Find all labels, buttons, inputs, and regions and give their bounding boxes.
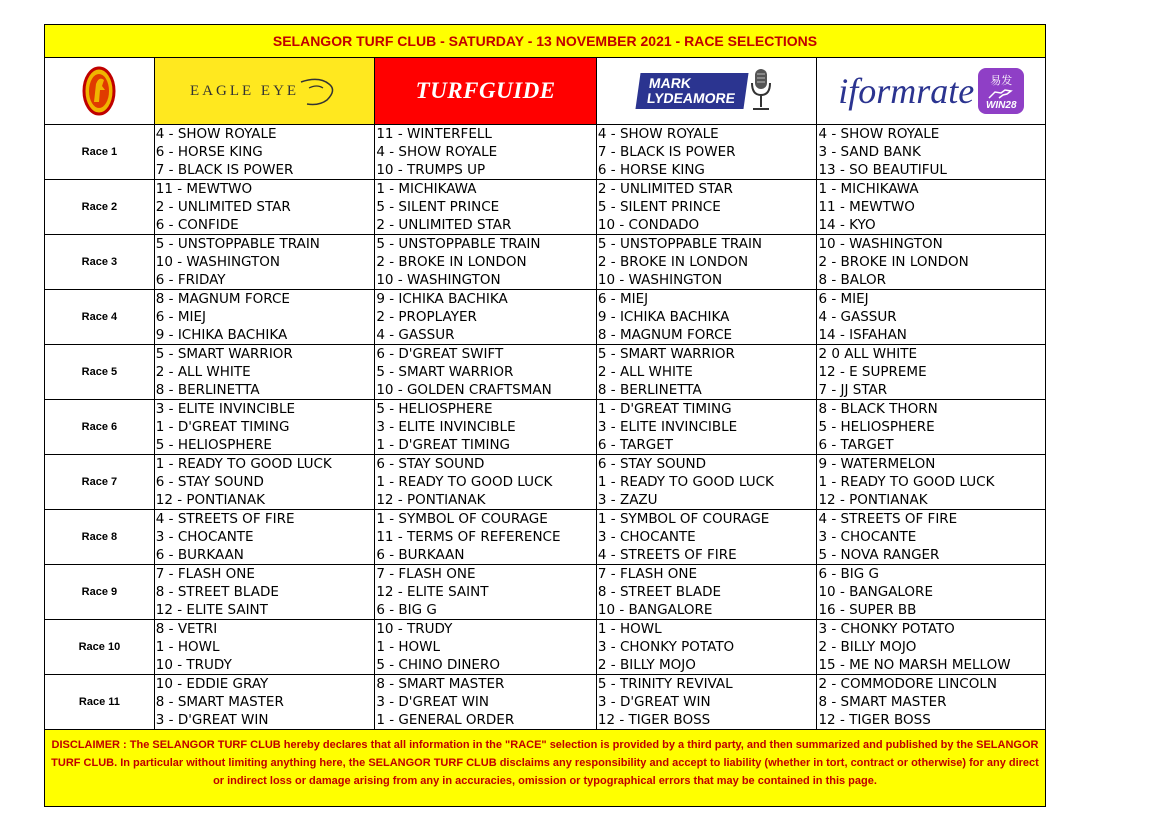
selection-cell: [375, 125, 597, 179]
selection-cell: [375, 290, 597, 344]
selection-cell: [155, 125, 376, 179]
selection-entry: 6 - MIEJ: [155, 309, 206, 325]
race-row: [45, 620, 1045, 675]
selection-entry: 6 - HORSE KING: [597, 162, 705, 178]
win28-text: WIN28: [985, 99, 1017, 111]
selection-entry: 10 - WASHINGTON: [597, 272, 723, 288]
selection-entry: 5 - SMART WARRIOR: [376, 364, 514, 380]
selection-cell: [155, 620, 376, 674]
selection-entry: 6 - HORSE KING: [155, 144, 263, 160]
selection-entry: 8 - SMART MASTER: [818, 694, 947, 710]
selection-cell: [597, 125, 818, 179]
selection-entry: 9 - WATERMELON: [818, 456, 936, 472]
selection-cell: [597, 510, 818, 564]
selection-entry: 7 - JJ STAR: [818, 382, 888, 398]
selection-entry: 1 - HOWL: [597, 621, 662, 637]
selection-entry: 10 - WASHINGTON: [818, 236, 943, 252]
selection-entry: 8 - SMART MASTER: [376, 676, 505, 692]
selection-entry: 8 - BLACK THORN: [818, 401, 938, 417]
selection-entry: 8 - MAGNUM FORCE: [155, 291, 290, 307]
selection-cell: [155, 675, 376, 729]
selection-entry: 11 - MEWTWO: [818, 199, 915, 215]
selection-entry: 2 - COMMODORE LINCOLN: [818, 676, 997, 692]
selangor-turf-club-logo-icon: [82, 66, 116, 116]
selection-entry: 1 - D'GREAT TIMING: [597, 401, 732, 417]
selection-entry: 3 - CHOCANTE: [155, 529, 254, 545]
selection-entry: 3 - ELITE INVINCIBLE: [155, 401, 296, 417]
selection-entry: 5 - UNSTOPPABLE TRAIN: [597, 236, 763, 252]
selection-cell: [375, 675, 597, 729]
selection-entry: 3 - ELITE INVINCIBLE: [597, 419, 738, 435]
selection-entry: 10 - EDDIE GRAY: [155, 676, 269, 692]
selection-cell: [155, 455, 376, 509]
race-row: [45, 290, 1045, 345]
selection-entry: 9 - ICHIKA BACHIKA: [155, 327, 288, 343]
selection-entry: 12 - TIGER BOSS: [597, 712, 711, 728]
selection-cell: [817, 235, 1045, 289]
selection-entry: 4 - STREETS OF FIRE: [818, 511, 958, 527]
win28-logo: [978, 68, 1024, 114]
selection-entry: 1 - SYMBOL OF COURAGE: [376, 511, 548, 527]
selection-cell: [155, 565, 376, 619]
selection-entry: 5 - UNSTOPPABLE TRAIN: [155, 236, 320, 252]
selection-entry: 8 - BALOR: [818, 272, 887, 288]
selection-entry: 6 - TARGET: [818, 437, 894, 453]
selection-entry: 1 - READY TO GOOD LUCK: [597, 474, 774, 490]
selection-entry: 5 - UNSTOPPABLE TRAIN: [376, 236, 541, 252]
selection-entry: 6 - STAY SOUND: [597, 456, 707, 472]
tipster-logo-row: [45, 58, 1045, 125]
selection-entry: 13 - SO BEAUTIFUL: [818, 162, 947, 178]
selection-entry: 8 - SMART MASTER: [155, 694, 284, 710]
selection-entry: 11 - WINTERFELL: [376, 126, 492, 142]
selection-entry: 1 - D'GREAT TIMING: [155, 419, 290, 435]
selection-entry: 3 - D'GREAT WIN: [155, 712, 269, 728]
selection-entry: 6 - BIG G: [818, 566, 879, 582]
selection-entry: 11 - TERMS OF REFERENCE: [376, 529, 561, 545]
selection-entry: 3 - ELITE INVINCIBLE: [376, 419, 516, 435]
race-label: Race 2: [45, 180, 155, 234]
selection-entry: 4 - SHOW ROYALE: [155, 126, 277, 142]
selection-entry: 12 - E SUPREME: [818, 364, 927, 380]
selection-entry: 5 - SMART WARRIOR: [155, 346, 293, 362]
race-label: Race 11: [45, 675, 155, 729]
selection-cell: [817, 180, 1045, 234]
selection-entry: 12 - ELITE SAINT: [155, 602, 268, 618]
win28-chinese-text: 易发: [990, 73, 1013, 87]
selection-cell: [375, 180, 597, 234]
selection-entry: 2 - UNLIMITED STAR: [376, 217, 512, 233]
selection-entry: 10 - WASHINGTON: [155, 254, 281, 270]
selection-cell: [817, 455, 1045, 509]
selection-entry: 4 - SHOW ROYALE: [376, 144, 498, 160]
microphone-icon: [746, 67, 776, 115]
selection-entry: 1 - READY TO GOOD LUCK: [376, 474, 553, 490]
selection-cell: [817, 400, 1045, 454]
selection-cell: [375, 400, 597, 454]
selection-cell: [817, 620, 1045, 674]
selection-cell: [817, 125, 1045, 179]
selection-entry: 10 - TRUDY: [376, 621, 453, 637]
selection-entry: 2 - UNLIMITED STAR: [597, 181, 733, 197]
race-label: Race 5: [45, 345, 155, 399]
selection-cell: [597, 180, 818, 234]
race-row: [45, 565, 1045, 620]
selection-entry: 6 - TARGET: [597, 437, 673, 453]
selection-entry: 2 - ALL WHITE: [155, 364, 251, 380]
selection-entry: 7 - FLASH ONE: [155, 566, 255, 582]
race-row: [45, 455, 1045, 510]
selection-cell: [375, 455, 597, 509]
selection-entry: 2 - BROKE IN LONDON: [818, 254, 969, 270]
eagle-eye-logo-cell: [155, 58, 376, 124]
selection-cell: [597, 455, 818, 509]
selection-entry: 8 - BERLINETTA: [597, 382, 702, 398]
selection-entry: 6 - STAY SOUND: [155, 474, 264, 490]
selection-entry: 5 - CHINO DINERO: [376, 657, 500, 673]
selection-entry: 4 - STREETS OF FIRE: [155, 511, 295, 527]
selection-entry: 8 - STREET BLADE: [155, 584, 279, 600]
selection-entry: 11 - MEWTWO: [155, 181, 253, 197]
club-logo-cell: [45, 58, 155, 124]
selection-entry: 1 - HOWL: [155, 639, 220, 655]
selection-entry: 2 - BILLY MOJO: [818, 639, 917, 655]
selection-cell: [375, 235, 597, 289]
sheet-title: SELANGOR TURF CLUB - SATURDAY - 13 NOVEMBER 2021 - RACE SELECTIONS: [45, 25, 1045, 58]
selection-entry: 2 - BROKE IN LONDON: [376, 254, 527, 270]
selection-cell: [597, 620, 818, 674]
running-horse-icon: [987, 88, 1015, 100]
mark-lydeamore-logo-cell: [597, 58, 818, 124]
selection-entry: 3 - ZAZU: [597, 492, 658, 508]
selection-entry: 10 - TRUDY: [155, 657, 232, 673]
mark-lydeamore-logo: [635, 73, 748, 109]
selection-entry: 3 - CHOCANTE: [818, 529, 917, 545]
selection-entry: 4 - SHOW ROYALE: [818, 126, 940, 142]
selection-cell: [155, 510, 376, 564]
selection-entry: 5 - SILENT PRINCE: [376, 199, 500, 215]
selection-entry: 5 - HELIOSPHERE: [376, 401, 493, 417]
selection-cell: [817, 675, 1045, 729]
selection-entry: 2 0 ALL WHITE: [818, 346, 918, 362]
selection-cell: [597, 675, 818, 729]
selection-entry: 3 - D'GREAT WIN: [376, 694, 490, 710]
selection-entry: 3 - CHONKY POTATO: [597, 639, 735, 655]
selection-entry: 12 - PONTIANAK: [376, 492, 486, 508]
selection-entry: 15 - ME NO MARSH MELLOW: [818, 657, 1011, 673]
selection-cell: [817, 510, 1045, 564]
selection-entry: 6 - D'GREAT SWIFT: [376, 346, 504, 362]
selection-entry: 1 - READY TO GOOD LUCK: [155, 456, 332, 472]
selection-cell: [597, 400, 818, 454]
race-row: [45, 180, 1045, 235]
selection-cell: [375, 345, 597, 399]
selection-cell: [155, 290, 376, 344]
selection-entry: 3 - D'GREAT WIN: [597, 694, 711, 710]
selection-cell: [375, 510, 597, 564]
turfguide-logo: TURFGUIDE: [415, 78, 556, 103]
selection-entry: 9 - ICHIKA BACHIKA: [376, 291, 508, 307]
selection-entry: 3 - SAND BANK: [818, 144, 921, 160]
selection-cell: [817, 290, 1045, 344]
selection-entry: 7 - FLASH ONE: [597, 566, 698, 582]
selection-cell: [155, 400, 376, 454]
race-row: [45, 400, 1045, 455]
selection-entry: 4 - GASSUR: [376, 327, 455, 343]
race-label: Race 10: [45, 620, 155, 674]
selection-cell: [375, 620, 597, 674]
selection-cell: [817, 345, 1045, 399]
selection-entry: 3 - CHONKY POTATO: [818, 621, 955, 637]
selection-entry: 5 - HELIOSPHERE: [155, 437, 272, 453]
selection-entry: 4 - STREETS OF FIRE: [597, 547, 737, 563]
selection-entry: 5 - SILENT PRINCE: [597, 199, 721, 215]
selection-entry: 8 - VETRI: [155, 621, 218, 637]
eagle-icon: [299, 74, 339, 108]
selection-entry: 2 - ALL WHITE: [597, 364, 693, 380]
selection-entry: 10 - CONDADO: [597, 217, 700, 233]
selection-entry: 7 - BLACK IS POWER: [155, 162, 294, 178]
selection-entry: 2 - BILLY MOJO: [597, 657, 696, 673]
selection-entry: 6 - BURKAAN: [155, 547, 244, 563]
selection-entry: 7 - BLACK IS POWER: [597, 144, 736, 160]
selection-entry: 4 - GASSUR: [818, 309, 897, 325]
selection-entry: 12 - PONTIANAK: [818, 492, 928, 508]
selection-entry: 1 - READY TO GOOD LUCK: [818, 474, 995, 490]
race-label: Race 3: [45, 235, 155, 289]
selection-entry: 8 - BERLINETTA: [155, 382, 260, 398]
selection-entry: 2 - PROPLAYER: [376, 309, 477, 325]
race-row: [45, 510, 1045, 565]
selection-entry: 8 - MAGNUM FORCE: [597, 327, 733, 343]
race-label: Race 7: [45, 455, 155, 509]
selection-entry: 10 - GOLDEN CRAFTSMAN: [376, 382, 552, 398]
selection-entry: 8 - STREET BLADE: [597, 584, 721, 600]
mark-lydeamore-line1: MARK: [647, 75, 692, 91]
turfguide-logo-cell: [375, 58, 597, 124]
selection-entry: 10 - TRUMPS UP: [376, 162, 486, 178]
disclaimer-text: DISCLAIMER : The SELANGOR TURF CLUB hereby declares that all information in the "RACE" selection is provided by a third party, and then summarized and published by the SELANGOR TURF CLUB. In particular without limiting anything here, the SELANGOR TURF CLUB disclaims any responsibility and accept to liability (whether in tort, contract or otherwise) for any direct or indirect loss or damage arising from any in accuracies, omission or typographical errors that may be contained in this page.: [45, 730, 1045, 806]
selection-entry: 1 - MICHIKAWA: [818, 181, 919, 197]
selection-cell: [597, 290, 818, 344]
race-rows: [45, 125, 1045, 730]
selection-entry: 4 - SHOW ROYALE: [597, 126, 719, 142]
selection-entry: 6 - FRIDAY: [155, 272, 226, 288]
selection-entry: 1 - D'GREAT TIMING: [376, 437, 511, 453]
iformrate-logo: iformrate: [838, 71, 975, 111]
race-label: Race 8: [45, 510, 155, 564]
selection-entry: 16 - SUPER BB: [818, 602, 917, 618]
selection-entry: 10 - BANGALORE: [818, 584, 933, 600]
selection-entry: 6 - BURKAAN: [376, 547, 465, 563]
race-label: Race 9: [45, 565, 155, 619]
selection-entry: 2 - UNLIMITED STAR: [155, 199, 291, 215]
selection-entry: 3 - CHOCANTE: [597, 529, 696, 545]
selection-cell: [155, 180, 376, 234]
selection-entry: 12 - TIGER BOSS: [818, 712, 931, 728]
selection-entry: 6 - MIEJ: [597, 291, 649, 307]
selection-entry: 1 - HOWL: [376, 639, 441, 655]
selection-entry: 2 - BROKE IN LONDON: [597, 254, 749, 270]
selection-entry: 5 - HELIOSPHERE: [818, 419, 935, 435]
selection-cell: [817, 565, 1045, 619]
race-row: [45, 125, 1045, 180]
selection-cell: [375, 565, 597, 619]
selection-entry: 14 - ISFAHAN: [818, 327, 907, 343]
race-label: Race 6: [45, 400, 155, 454]
selection-entry: 1 - MICHIKAWA: [376, 181, 477, 197]
selection-entry: 9 - ICHIKA BACHIKA: [597, 309, 730, 325]
eagle-eye-logo: EAGLE EYE: [190, 82, 300, 99]
selection-entry: 1 - SYMBOL OF COURAGE: [597, 511, 770, 527]
selection-cell: [155, 345, 376, 399]
race-row: [45, 345, 1045, 400]
selection-entry: 5 - NOVA RANGER: [818, 547, 940, 563]
race-row: [45, 235, 1045, 290]
selection-cell: [597, 345, 818, 399]
selection-entry: 5 - TRINITY REVIVAL: [597, 676, 733, 692]
selection-entry: 5 - SMART WARRIOR: [597, 346, 735, 362]
selection-entry: 12 - ELITE SAINT: [376, 584, 489, 600]
selection-entry: 6 - MIEJ: [818, 291, 869, 307]
selection-entry: 10 - WASHINGTON: [376, 272, 501, 288]
selection-cell: [597, 235, 818, 289]
race-label: Race 4: [45, 290, 155, 344]
selection-entry: 7 - FLASH ONE: [376, 566, 476, 582]
selection-entry: 14 - KYO: [818, 217, 876, 233]
selection-entry: 12 - PONTIANAK: [155, 492, 265, 508]
mark-lydeamore-line2: LYDEAMORE: [645, 90, 736, 106]
race-row: [45, 675, 1045, 730]
selection-cell: [597, 565, 818, 619]
selection-entry: 6 - BIG G: [376, 602, 437, 618]
selection-entry: 10 - BANGALORE: [597, 602, 713, 618]
race-selections-sheet: [44, 24, 1046, 807]
selection-cell: [155, 235, 376, 289]
iformrate-logo-cell: [817, 58, 1045, 124]
race-label: Race 1: [45, 125, 155, 179]
selection-entry: 6 - CONFIDE: [155, 217, 239, 233]
selection-entry: 1 - GENERAL ORDER: [376, 712, 515, 728]
selection-entry: 6 - STAY SOUND: [376, 456, 485, 472]
